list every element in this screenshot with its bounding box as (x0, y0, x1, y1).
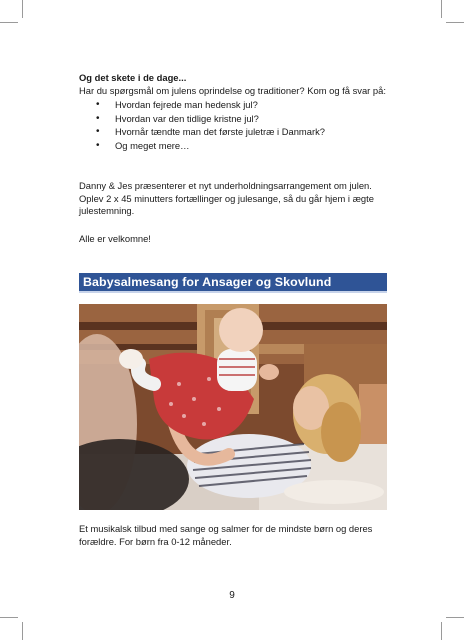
event-welcome: Alle er velkomne! (79, 233, 151, 244)
crop-mark-bottom-left-h (0, 617, 18, 618)
list-item: • Hvordan fejrede man hedensk jul? (79, 98, 389, 112)
mother-lifting-baby-photo (79, 304, 387, 510)
babysalmesang-text-block (79, 523, 389, 548)
crop-mark-bottom-right (441, 622, 442, 640)
crop-mark-top-right (441, 0, 442, 18)
event-description-block (79, 180, 389, 218)
section-heading-banner (79, 273, 387, 293)
photo-illustration (79, 304, 387, 510)
event-intro: Har du spørgsmål om julens oprindelse og traditioner? Kom og få svar på: (79, 84, 386, 96)
babysalmesang-description: Et musikalsk tilbud med sange og salmer for de mindste børn og deres forældre. For børn fra 0-12 måneder. (79, 523, 373, 547)
event-text-block (79, 72, 389, 153)
list-item: • Hvordan var den tidlige kristne jul? (79, 112, 389, 126)
list-item: • Hvornår tændte man det første juletræ i Danmark? (79, 125, 389, 139)
crop-mark-top-left (22, 0, 23, 18)
crop-mark-top-left-h (0, 22, 18, 23)
crop-mark-bottom-left (22, 622, 23, 640)
event-heading: Og det skete i de dage... (79, 72, 187, 83)
section-title: Babysalmesang for Ansager og Skovlund (83, 275, 332, 289)
event-description: Danny & Jes præsenterer et nyt underholdningsarrangement om julen. Oplev 2 x 45 minutters fortællinger og julesange, så du går hjem i ægte julestemning. (79, 180, 374, 217)
event-welcome-block (79, 233, 389, 246)
crop-mark-bottom-right-h (446, 617, 464, 618)
page-number: 9 (229, 590, 235, 601)
crop-mark-top-right-h (446, 22, 464, 23)
list-item: • Og meget mere… (79, 139, 389, 153)
question-list (79, 98, 389, 152)
